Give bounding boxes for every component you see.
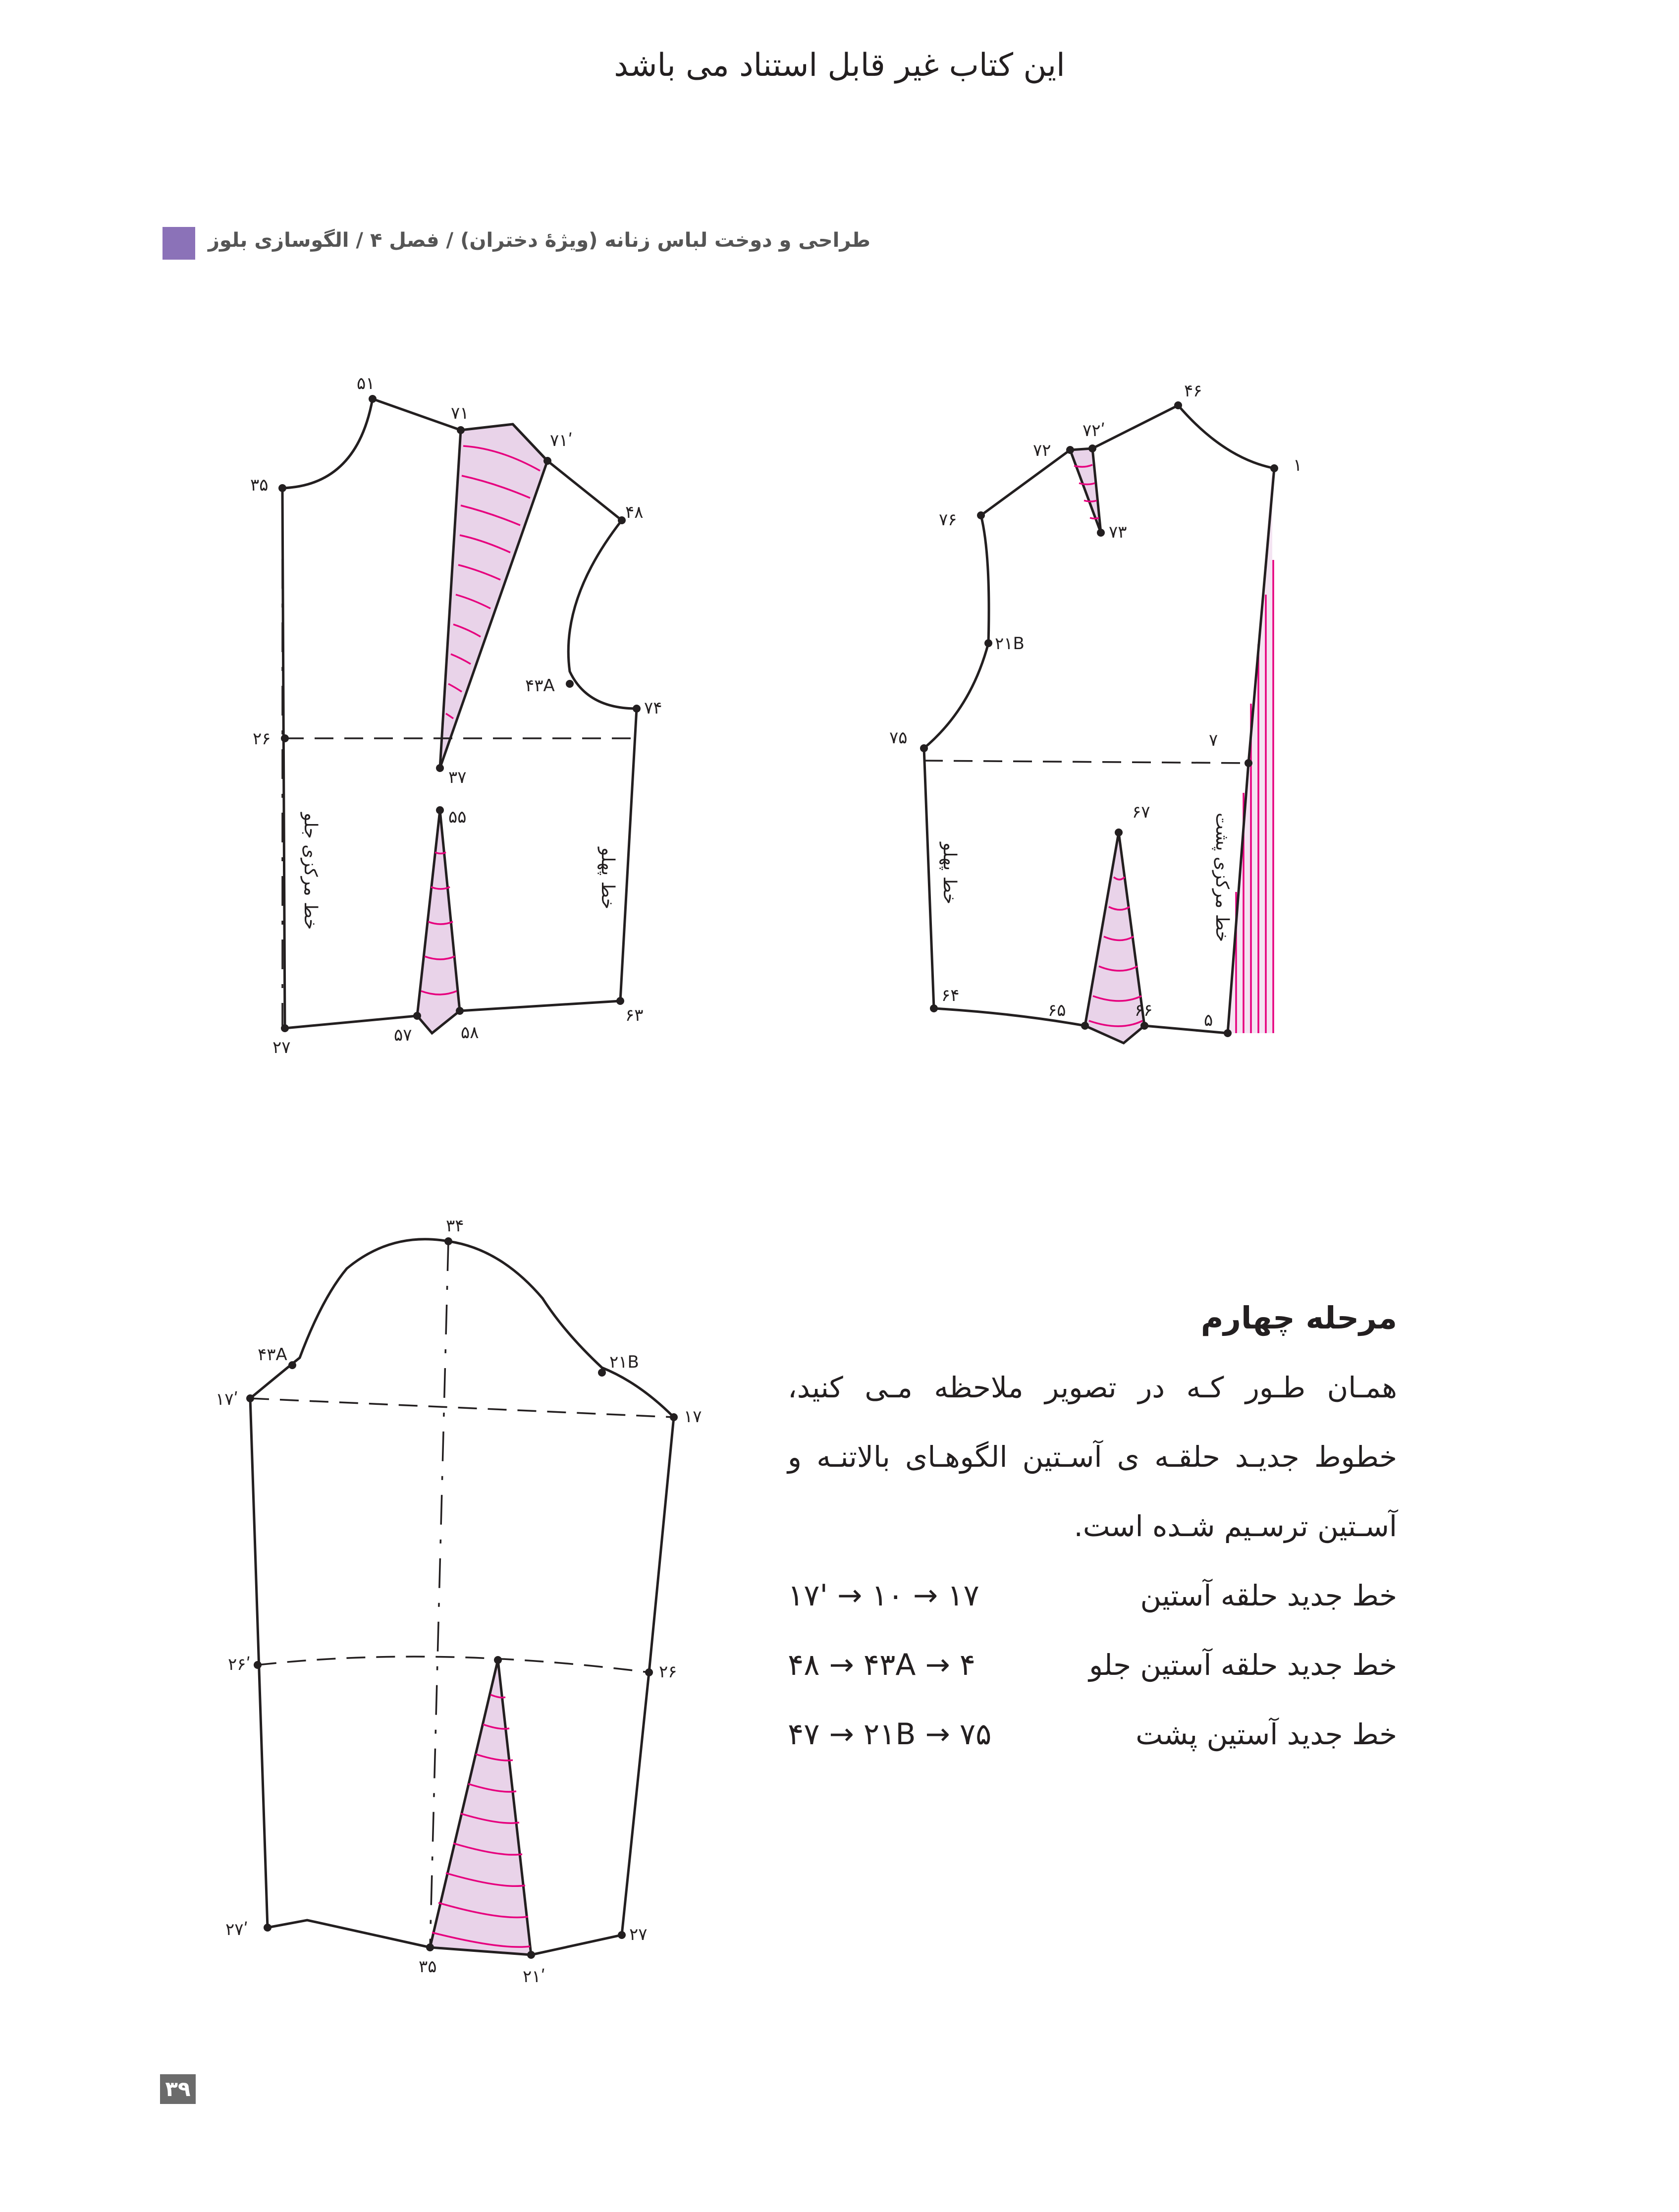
formula-sequence: ۱۷' → ۱۰ → ۱۷ [788,1578,979,1613]
front-label-63: ۶۳ [625,1005,644,1025]
front-shoulder-dart [440,424,547,768]
front-label-71: ۷۱ [451,403,469,423]
sleeve-label-27: ۲۷ [629,1925,648,1944]
sleeve-label-27p: ۲۷ʹ [225,1920,248,1939]
back-label-66: ۶۶ [1135,1000,1153,1020]
formula-label: خط جدید حلقه آستین جلو [1089,1648,1397,1682]
back-bodice-pattern [889,381,1302,1043]
sleeve-label-43a: ۴۳A [258,1345,287,1365]
back-label-1: ۱ [1293,455,1302,475]
front-label-55: ۵۵ [448,807,467,827]
step-paragraph: همـان طـور کـه در تصویر ملاحظه مـی کنید، خطوط جدیـد حلقـه ی آسـتین الگوهـای بالاتنـه و آسـتین ترسـیم شـده است. [788,1371,1397,1543]
sleeve-label-21p: ۲۱ʹ [523,1967,545,1987]
sleeve-label-17p: ۱۷ʹ [216,1389,238,1409]
front-label-57: ۵۷ [394,1025,412,1045]
front-bodice-pattern [250,374,662,1057]
back-shoulder-dart [1070,448,1101,533]
back-label-67: ۶۷ [1132,802,1150,822]
formula-line [788,1630,1397,1700]
sleeve-label-34: ۳۴ [446,1216,464,1236]
sleeve-dart [430,1660,531,1955]
front-label-43a: ۴۳A [525,676,555,696]
back-label-76: ۷۶ [939,510,957,530]
sleeve-label-21b: ۲۱B [609,1352,639,1372]
breadcrumb: طراحی و دوخت لباس زنانه (ویژۀ دختران) / فصل ۴ / الگوسازی بلوز [208,229,870,252]
front-waist-dart [417,810,460,1033]
formula-label: خط جدید حلقه آستین [1140,1579,1397,1612]
formula-line [788,1561,1397,1630]
sleeve-label-26: ۲۶ [659,1662,677,1682]
formula-sequence: ۴۸ → ۴۳A → ۴ [788,1648,976,1682]
formula-sequence: ۴۷ → ۲۱B → ۷۵ [788,1717,992,1752]
sleeve-label-17: ۱۷ [684,1407,702,1427]
back-label-65: ۶۵ [1048,1000,1066,1020]
front-label-48: ۴۸ [625,502,644,522]
back-label-72p: ۷۲ʹ [1083,421,1105,441]
front-label-27: ۲۷ [272,1038,291,1057]
front-label-51: ۵۱ [357,374,375,393]
back-center-line-label: خط مرکزی پشت [1212,813,1232,942]
front-label-37: ۳۷ [448,768,467,787]
front-label-74: ۷۴ [644,698,662,718]
sleeve-label-35: ۳۵ [419,1957,437,1977]
back-label-46: ۴۶ [1184,381,1202,401]
step-description [788,1288,1397,1769]
back-label-73: ۷۳ [1109,522,1127,542]
back-label-72: ۷۲ [1033,441,1051,460]
back-side-line-label: خط پهلو [939,842,960,904]
formula-label: خط جدید آستین پشت [1136,1717,1397,1751]
back-label-21b: ۲۱B [995,634,1025,654]
front-side-line-label: خط پهلو [597,847,618,909]
sleeve-label-26p: ۲۶ʹ [228,1655,251,1674]
back-label-75: ۷۵ [889,728,908,748]
front-label-58: ۵۸ [461,1023,479,1043]
formula-line [788,1700,1397,1769]
page-number: ۳۹ [160,2074,196,2104]
back-label-7: ۷ [1209,730,1218,750]
step-title: مرحله چهارم [1200,1300,1397,1336]
front-label-71p: ۷۱ʹ [550,431,573,450]
front-center-line-label: خط مرکزی جلو [300,813,321,930]
document-notice: این کتاب غیر قابل استناد می باشد [614,47,1065,84]
front-label-35: ۳۵ [250,475,269,495]
back-label-5: ۵ [1204,1010,1213,1030]
sleeve-pattern [216,1216,702,1987]
back-label-64: ۶۴ [941,986,960,1005]
front-label-26: ۲۶ [253,729,271,749]
